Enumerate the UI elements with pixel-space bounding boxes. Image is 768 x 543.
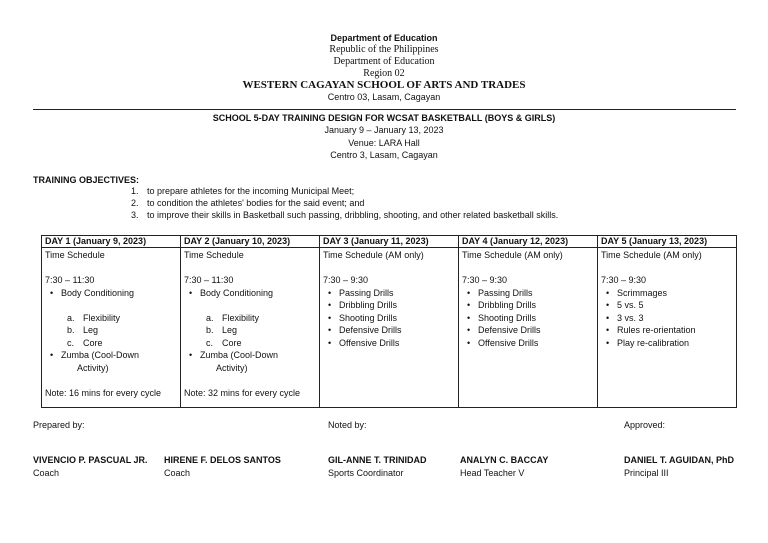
header-divider <box>33 109 736 110</box>
cycle-note: Note: 16 mins for every cycle <box>45 387 162 398</box>
sub-letter: b. <box>206 325 214 335</box>
sub-item <box>45 337 177 350</box>
approved-label: Approved: <box>624 420 666 430</box>
letterhead-republic: Republic of the Philippines <box>329 44 439 55</box>
objectives-heading: TRAINING OBJECTIVES: <box>33 175 140 185</box>
time-schedule-label: Time Schedule (AM only) <box>601 250 702 260</box>
time-range: 7:30 – 9:30 <box>323 275 369 285</box>
day-1-cell <box>42 248 181 408</box>
sub-text: Leg <box>83 325 99 335</box>
time-range: 7:30 – 11:30 <box>184 275 234 285</box>
day-2-cell <box>181 248 320 408</box>
letterhead-school: WESTERN CAGAYAN SCHOOL OF ARTS AND TRADES <box>242 79 526 91</box>
drill-bullet: • Offensive Drills <box>323 337 455 350</box>
drill-bullet: • Defensive Drills <box>323 324 455 337</box>
prepared-by-label: Prepared by: <box>33 420 85 430</box>
activity-bullet: • Body Conditioning <box>184 287 316 300</box>
letterhead-region: Region 02 <box>363 68 405 79</box>
day-2-header: DAY 2 (January 10, 2023) <box>181 236 320 248</box>
signatory-role: Head Teacher V <box>460 468 525 478</box>
spacer <box>184 299 316 312</box>
document-title: SCHOOL 5-DAY TRAINING DESIGN FOR WCSAT BASKETBALL (BOYS & GIRLS) <box>212 113 556 123</box>
sub-letter: b. <box>67 325 75 335</box>
sub-item <box>184 324 316 337</box>
noted-by-label: Noted by: <box>328 420 367 430</box>
time-range: 7:30 – 11:30 <box>45 275 95 285</box>
sub-text: Flexibility <box>83 312 121 323</box>
activity-bullet-continuation: Activity) <box>77 362 109 373</box>
signatory-name: DANIEL T. AGUIDAN, PhD <box>624 455 735 465</box>
objective-text: to improve their skills in Basketball such passing, dribbling, shooting, and other related basketball skills. <box>147 210 559 220</box>
activity-bullet: • 3 vs. 3 <box>601 312 733 325</box>
objective-text: to condition the athletes' bodies for the said event; and <box>147 198 365 208</box>
day-1-header: DAY 1 (January 9, 2023) <box>42 236 181 248</box>
activity-bullet: • Rules re-orientation <box>601 324 733 337</box>
day-4-cell <box>459 248 598 408</box>
drill-bullet: • Dribbling Drills <box>323 299 455 312</box>
sub-text: Core <box>222 337 242 348</box>
activity-bullet: • 5 vs. 5 <box>601 299 733 312</box>
spacer <box>45 299 177 312</box>
training-dates: January 9 – January 13, 2023 <box>324 125 444 135</box>
activity-bullet: • Scrimmages <box>601 287 733 300</box>
drill-bullet: • Dribbling Drills <box>462 299 594 312</box>
signatory-name: ANALYN C. BACCAY <box>460 455 549 465</box>
sub-letter: a. <box>67 312 75 323</box>
activity-bullet-continuation: Activity) <box>216 362 248 373</box>
sub-text: Leg <box>222 325 238 335</box>
sub-text: Flexibility <box>222 312 260 323</box>
sub-letter: a. <box>206 312 214 323</box>
activity-bullet: • Zumba (Cool-Down <box>45 349 177 362</box>
letterhead-dept-bold: Department of Education <box>330 33 438 43</box>
signatory-role: Sports Coordinator <box>328 468 404 478</box>
spacer <box>462 262 594 275</box>
drill-bullet: • Passing Drills <box>323 287 455 300</box>
activity-bullet: • Zumba (Cool-Down <box>184 349 316 362</box>
time-schedule-label: Time Schedule (AM only) <box>323 250 424 260</box>
day-4-header: DAY 4 (January 12, 2023) <box>459 236 598 248</box>
objective-item <box>131 210 559 220</box>
signatory-role: Coach <box>164 468 191 478</box>
drill-bullet: • Offensive Drills <box>462 337 594 350</box>
time-schedule-label: Time Schedule (AM only) <box>462 250 563 260</box>
spacer <box>184 262 316 275</box>
day-3-cell <box>320 248 459 408</box>
signatory-name: HIRENE F. DELOS SANTOS <box>164 455 281 465</box>
training-venue: Venue: LARA Hall <box>348 138 420 148</box>
time-range: 7:30 – 9:30 <box>601 275 647 285</box>
sub-text: Core <box>83 337 103 348</box>
day-5-cell <box>598 248 737 408</box>
spacer <box>601 262 733 275</box>
sub-item <box>184 337 316 350</box>
objective-item <box>131 186 355 196</box>
spacer <box>45 262 177 275</box>
letterhead-department: Department of Education <box>333 56 435 67</box>
time-range: 7:30 – 9:30 <box>462 275 508 285</box>
spacer <box>184 374 316 387</box>
objective-text: to prepare athletes for the incoming Municipal Meet; <box>147 186 355 196</box>
activity-bullet: • Body Conditioning <box>45 287 177 300</box>
sub-item <box>184 312 316 325</box>
objective-number: 1. <box>131 186 139 196</box>
schedule-table <box>41 235 737 408</box>
signatory-role: Coach <box>33 468 60 478</box>
time-schedule-label: Time Schedule <box>45 250 105 260</box>
drill-bullet: • Shooting Drills <box>462 312 594 325</box>
drill-bullet: • Shooting Drills <box>323 312 455 325</box>
objective-number: 3. <box>131 210 139 220</box>
signatory-name: VIVENCIO P. PASCUAL JR. <box>33 455 148 465</box>
objective-item <box>131 198 365 208</box>
objective-number: 2. <box>131 198 139 208</box>
sub-letter: c. <box>67 337 75 348</box>
sub-item <box>45 324 177 337</box>
spacer <box>45 374 177 387</box>
cycle-note: Note: 32 mins for every cycle <box>184 387 301 398</box>
letterhead-address: Centro 03, Lasam, Cagayan <box>327 92 441 102</box>
spacer <box>323 262 455 275</box>
drill-bullet: • Defensive Drills <box>462 324 594 337</box>
schedule-body-row <box>42 248 737 408</box>
training-place: Centro 3, Lasam, Cagayan <box>330 150 438 160</box>
activity-bullet: • Play re-calibration <box>601 337 733 350</box>
time-schedule-label: Time Schedule <box>184 250 244 260</box>
sub-letter: c. <box>206 337 214 348</box>
sub-item <box>45 312 177 325</box>
day-3-header: DAY 3 (January 11, 2023) <box>320 236 459 248</box>
day-5-header: DAY 5 (January 13, 2023) <box>598 236 737 248</box>
drill-bullet: • Passing Drills <box>462 287 594 300</box>
signatory-role: Principal III <box>624 468 669 478</box>
signatory-name: GIL-ANNE T. TRINIDAD <box>328 455 427 465</box>
schedule-header-row <box>42 236 737 248</box>
